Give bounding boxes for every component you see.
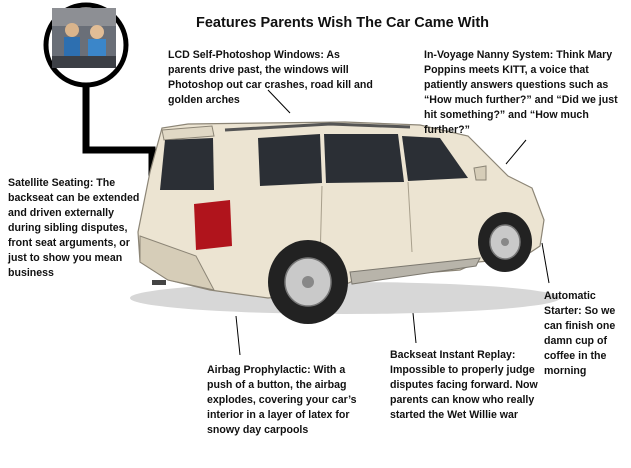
callout-automatic-starter: Automatic Starter: So we can finish one damn cup of coffee in the morning: [544, 290, 616, 377]
callout-airbag: Airbag Prophylactic: With a push of a button, the airbag explodes, covering your car’s interior in a layer of latex for snowy day carpools: [207, 364, 357, 436]
pointer-starter: [542, 243, 549, 283]
connector-line: [86, 85, 152, 190]
page-title: Features Parents Wish The Car Came With: [196, 15, 490, 31]
callout-nanny-system: In-Voyage Nanny System: Think Mary Poppins meets KITT, a voice that patiently answers questions such as “How much further?” and “Did we just hit something?” and “How much further?”: [424, 49, 618, 136]
pointer-nanny: [506, 140, 526, 164]
kids-backseat-photo: [52, 8, 116, 68]
callout-satellite-seating: Satellite Seating: The backseat can be extended and driven externally during sibling disputes, front seat arguments, or just to show you mean business: [8, 177, 140, 279]
callout-instant-replay: Backseat Instant Replay: Impossible to properly judge disputes facing forward. Now parents can know who really started the Wet Willie war: [390, 349, 538, 421]
callout-lcd-windows: LCD Self-Photoshop Windows: As parents drive past, the windows will Photoshop out car crashes, road kill and golden arches: [168, 49, 373, 106]
pointer-airbag: [236, 316, 240, 355]
